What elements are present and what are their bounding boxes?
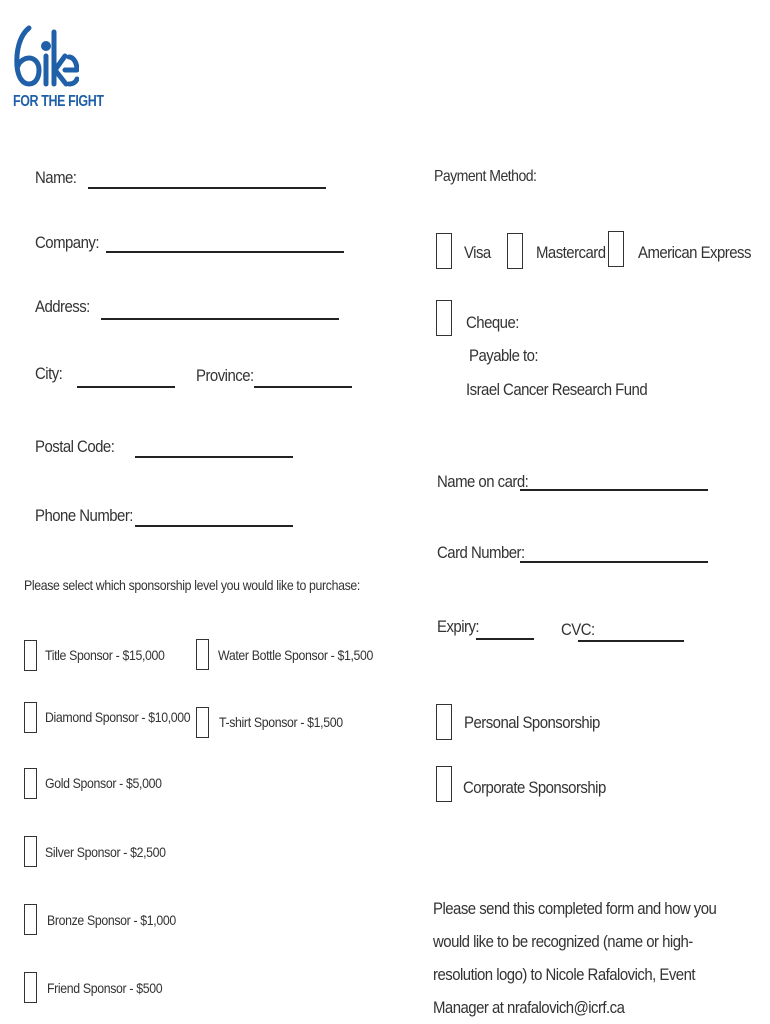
amex-checkbox[interactable] (608, 231, 624, 267)
tshirt-sponsor-label: T-shirt Sponsor - $1,500 (219, 714, 343, 730)
company-label: Company: (35, 233, 99, 252)
friend-sponsor-checkbox[interactable] (24, 972, 37, 1003)
personal-sponsorship-checkbox[interactable] (436, 704, 452, 740)
expiry-field[interactable] (476, 638, 534, 640)
personal-sponsorship-label: Personal Sponsorship (464, 713, 600, 732)
title-sponsor-label: Title Sponsor - $15,000 (45, 647, 165, 663)
sponsorship-prompt: Please select which sponsorship level you would like to purchase: (24, 577, 360, 593)
water-bottle-sponsor-label: Water Bottle Sponsor - $1,500 (218, 647, 374, 663)
postal-code-field[interactable] (135, 456, 293, 458)
expiry-label: Expiry: (437, 617, 480, 636)
bronze-sponsor-label: Bronze Sponsor - $1,000 (47, 912, 176, 928)
city-field[interactable] (77, 386, 175, 388)
mastercard-label: Mastercard (536, 243, 606, 262)
cvc-label: CVC: (561, 620, 595, 639)
postal-code-label: Postal Code: (35, 437, 115, 456)
phone-label: Phone Number: (35, 506, 133, 525)
submission-instructions: Please send this completed form and how you would like to be recognized (name or high-resolution logo) to Nicole Rafalovich, Event Manager at nrafalovich@icrf.ca (433, 899, 717, 1017)
diamond-sponsor-checkbox[interactable] (24, 702, 37, 733)
water-bottle-sponsor-checkbox[interactable] (196, 639, 209, 670)
diamond-sponsor-label: Diamond Sponsor - $10,000 (45, 709, 191, 725)
name-on-card-field[interactable] (520, 489, 708, 491)
name-label: Name: (35, 168, 77, 187)
city-label: City: (35, 364, 63, 383)
amex-label: American Express (638, 243, 751, 262)
corporate-sponsorship-checkbox[interactable] (436, 766, 452, 802)
name-field[interactable] (88, 187, 326, 189)
payee-label: Israel Cancer Research Fund (466, 380, 648, 399)
corporate-sponsorship-label: Corporate Sponsorship (463, 778, 606, 797)
card-number-field[interactable] (520, 561, 708, 563)
card-number-label: Card Number: (437, 543, 525, 562)
address-field[interactable] (101, 318, 339, 320)
gold-sponsor-checkbox[interactable] (24, 768, 37, 799)
title-sponsor-checkbox[interactable] (24, 640, 37, 671)
payment-method-title: Payment Method: (434, 168, 537, 185)
silver-sponsor-checkbox[interactable] (24, 836, 37, 867)
gold-sponsor-label: Gold Sponsor - $5,000 (45, 775, 162, 791)
province-label: Province: (196, 366, 254, 385)
bronze-sponsor-checkbox[interactable] (24, 904, 37, 935)
company-field[interactable] (106, 251, 344, 253)
cvc-field[interactable] (578, 640, 684, 642)
tshirt-sponsor-checkbox[interactable] (196, 707, 209, 738)
logo-tagline: FOR THE FIGHT (13, 93, 104, 110)
payable-to-label: Payable to: (469, 346, 539, 365)
address-label: Address: (35, 297, 90, 316)
name-on-card-label: Name on card: (437, 472, 529, 491)
friend-sponsor-label: Friend Sponsor - $500 (47, 980, 163, 996)
bike-logo (13, 22, 79, 92)
silver-sponsor-label: Silver Sponsor - $2,500 (45, 844, 166, 860)
cheque-label: Cheque: (466, 313, 519, 332)
mastercard-checkbox[interactable] (507, 233, 523, 269)
phone-field[interactable] (135, 525, 293, 527)
cheque-checkbox[interactable] (436, 300, 452, 336)
visa-checkbox[interactable] (436, 233, 452, 269)
visa-label: Visa (464, 243, 491, 262)
province-field[interactable] (254, 386, 352, 388)
